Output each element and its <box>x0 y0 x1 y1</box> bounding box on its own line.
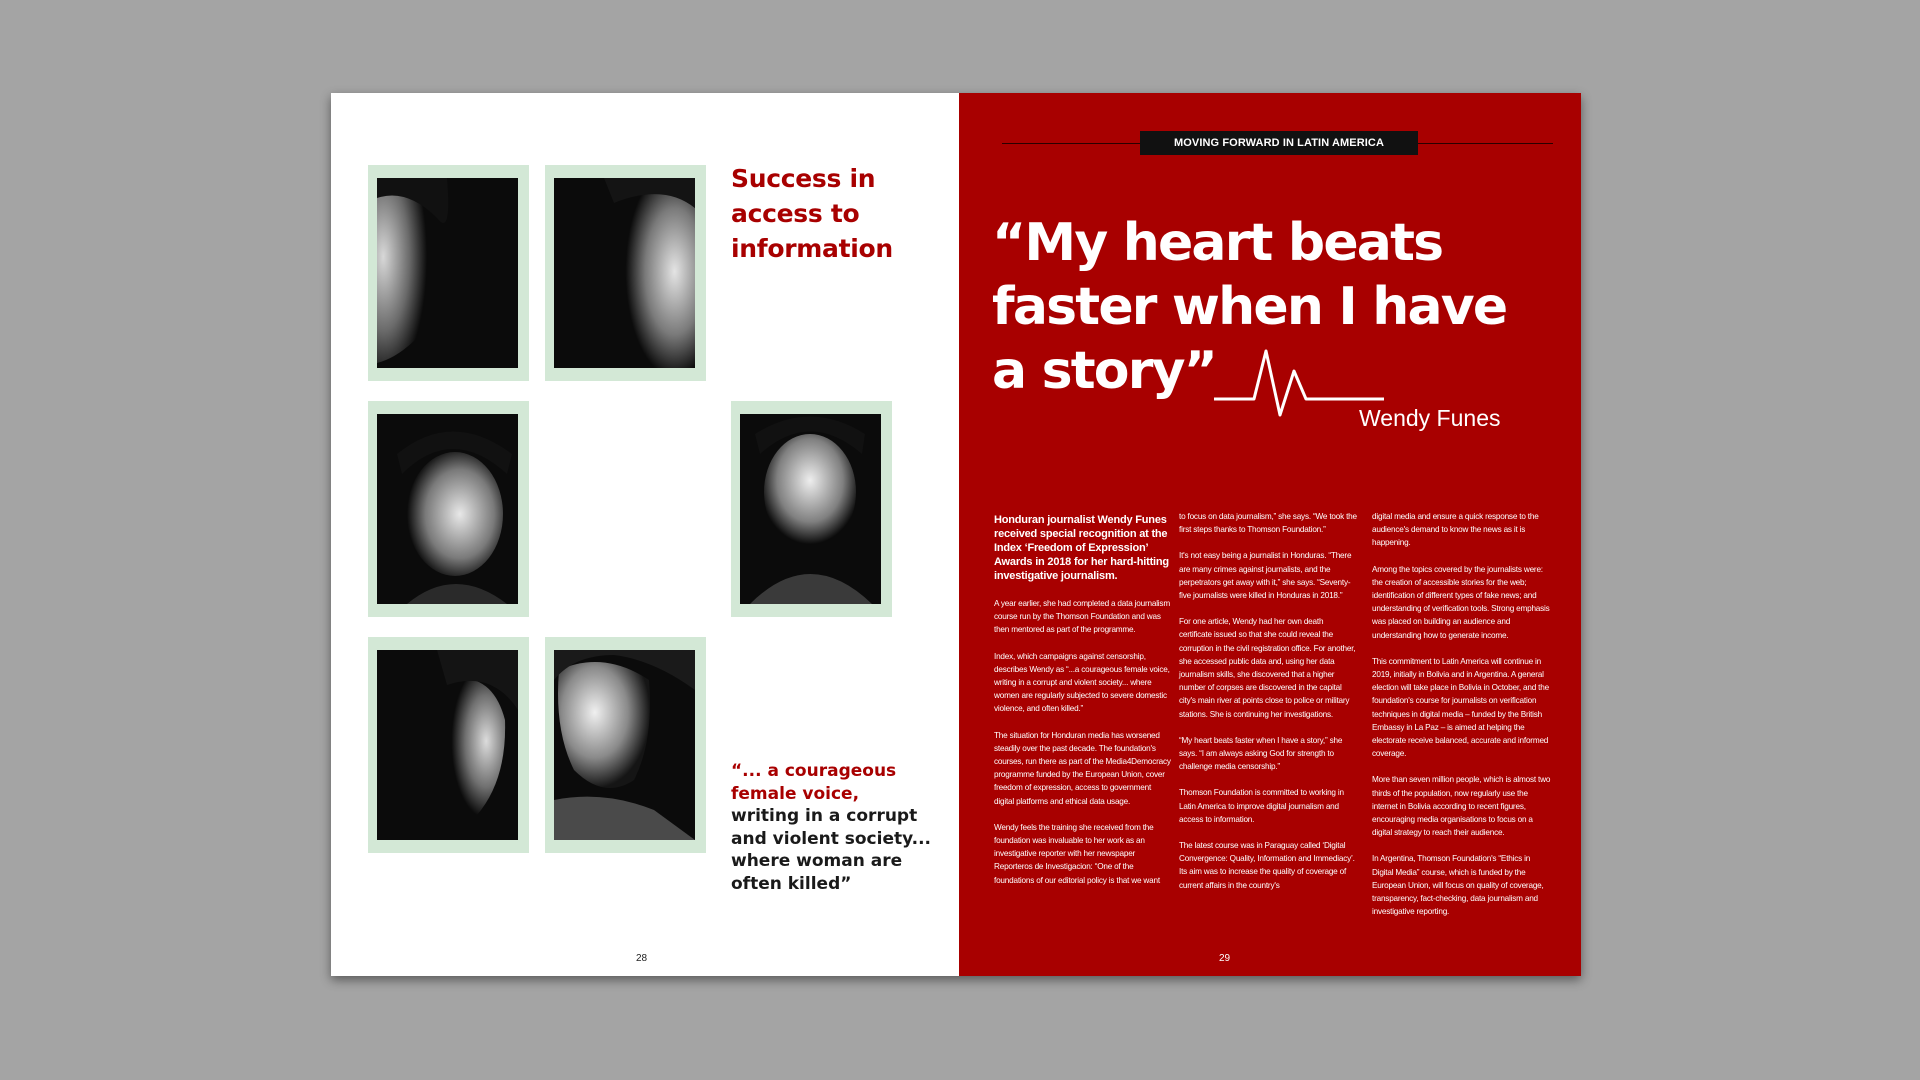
photo-frame-2 <box>545 165 706 381</box>
body-column-2 <box>1179 510 1357 905</box>
portrait-photo <box>740 414 881 604</box>
body-paragraph: to focus on data journalism,” she says. “We took the first steps thanks to Thomson Foundation.” <box>1179 512 1357 535</box>
body-column-3 <box>1372 510 1552 931</box>
left-page <box>331 93 959 976</box>
body-paragraph: digital media and ensure a quick response to the audience's demand to know the news as it is happening. <box>1372 512 1539 548</box>
magazine-spread <box>331 93 1581 976</box>
pull-quote <box>731 760 931 895</box>
pull-quote-rest: writing in a corrupt and violent society... where woman are often killed” <box>731 806 932 894</box>
body-paragraph: For one article, Wendy had her own death certificate issued so that she could reveal the corruption in the civil registration office. For another, she accessed public data and, using her data journalism skills, she discovered that a higher number of corpses are discovered in the capital city's main river at points close to police or military stations. She is continuing her investigations. <box>1179 617 1356 719</box>
portrait-photo <box>377 650 518 840</box>
body-paragraph: Index, which campaigns against censorship, describes Wendy as “...a courageous female voice, writing in a corrupt and violent society... where women are regularly subjected to severe domestic violence, and often killed.” <box>994 651 1170 714</box>
pull-quote-highlight: “... a courageous female voice, <box>731 761 897 804</box>
header-rule-left <box>1002 143 1140 144</box>
lead-paragraph: Honduran journalist Wendy Funes received special recognition at the Index ‘Freedom of Expression’ Awards in 2018 for her hard-hitting investigative journalism. <box>994 514 1169 582</box>
body-paragraph: It's not easy being a journalist in Honduras. “There are many crimes against journalists, and the perpetrators get away with it,” she says. “Seventy-five journalists were killed in Honduras in 2018.” <box>1179 551 1352 601</box>
portrait-photo <box>554 650 695 840</box>
body-paragraph: The situation for Honduran media has worsened steadily over the past decade. The foundation's courses, run there as part of the Media4Democracy programme funded by the European Union, cover freedom of expression, access to government digital platforms and ethical data usage. <box>994 730 1171 806</box>
portrait-photo <box>377 414 518 604</box>
portrait-photo <box>377 178 518 368</box>
body-paragraph: This commitment to Latin America will continue in 2019, initially in Bolivia and in Argentina. A general election will take place in Bolivia in October, and the foundation's course for journalists on verification techniques in digital media – funded by the British Embassy in La Paz – is aimed at helping the electorate receive balanced, accurate and informed coverage. <box>1372 656 1549 759</box>
photo-frame-6 <box>545 637 706 853</box>
page-number-left: 28 <box>636 953 648 964</box>
photo-frame-3 <box>368 401 529 617</box>
body-paragraph: “My heart beats faster when I have a story,” she says. “I am always asking God for strength to challenge media censorship.” <box>1179 735 1343 772</box>
header-rule-right <box>1418 143 1553 144</box>
right-page <box>959 93 1581 976</box>
body-paragraph: The latest course was in Paraguay called ‘Digital Convergence: Quality, Information and Immediacy’. Its aim was to increase the quality of coverage of current affairs in the country's <box>1179 841 1355 890</box>
body-column-1 <box>994 513 1171 900</box>
body-paragraph: Thomson Foundation is committed to working in Latin America to improve digital journalism and access to information. <box>1179 788 1344 824</box>
section-tag: MOVING FORWARD IN LATIN AMERICA <box>1140 131 1418 155</box>
body-paragraph: In Argentina, Thomson Foundation's “Ethics in Digital Media” course, which is funded by the European Union, will focus on quality of coverage, transparency, fact-checking, data journalism and investigative reporting. <box>1372 854 1544 917</box>
byline: Wendy Funes <box>1359 405 1501 431</box>
page-number-right: 29 <box>1219 953 1231 964</box>
photo-frame-5 <box>368 637 529 853</box>
portrait-photo <box>554 178 695 368</box>
body-paragraph: Among the topics covered by the journalists were: the creation of accessible stories for the web; identification of different types of fake news; and understanding of verification tools. Strong emphasis was placed on building an audience and understanding how to generate income. <box>1372 564 1550 640</box>
photo-frame-4 <box>731 401 892 617</box>
body-paragraph: More than seven million people, which is almost two thirds of the population, now regularly use the internet in Bolivia according to recent figures, encouraging media organisations to focus on a digital strategy to reach their audience. <box>1372 775 1551 838</box>
headline: “My heart beats faster when I have a story” <box>992 213 1507 401</box>
body-paragraph: A year earlier, she had completed a data journalism course run by the Thomson Foundation and was then mentored as part of the programme. <box>994 599 1170 635</box>
photo-frame-1 <box>368 165 529 381</box>
section-heading: Success in access to information <box>731 164 893 263</box>
body-paragraph: Wendy feels the training she received from the foundation was invaluable to her work as an investigative reporter with her newspaper Reporteros de Investigacion: “One of the foundations of our editorial policy is that we want <box>994 822 1160 885</box>
